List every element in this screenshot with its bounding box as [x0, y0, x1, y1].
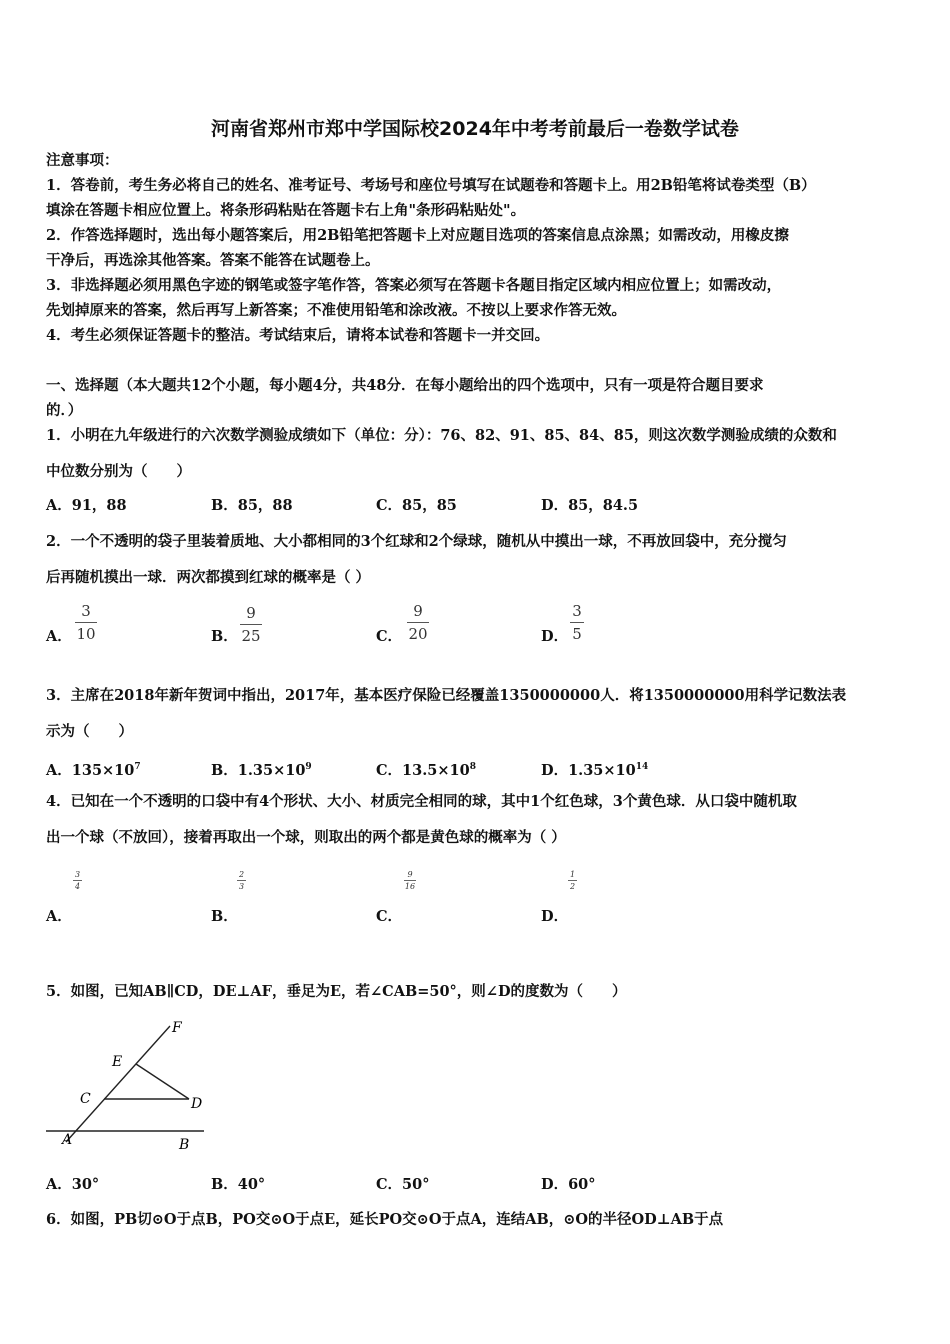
- q4-option-d-letter: D．: [541, 908, 569, 925]
- label-b: B: [179, 1137, 190, 1153]
- notice-line: 4．考生必须保证答题卡的整洁。考试结束后，请将本试卷和答题卡一并交回。: [46, 327, 550, 344]
- fraction-denominator: 25: [241, 627, 261, 645]
- option-base: 1.35×10: [568, 761, 636, 779]
- q4-option-a-fraction: [73, 870, 82, 891]
- option-base: 13.5×10: [402, 761, 470, 779]
- q1-stem: 1．小明在九年级进行的六次数学测验成绩如下（单位：分）：76、82、91、85、84、85，则这次数学测验成绩的众数和: [46, 427, 837, 444]
- fraction-bar: [75, 622, 97, 623]
- q5-option-d: D．60°: [541, 1176, 596, 1193]
- q6-stem: 6．如图，PB切⊙O于点B，PO交⊙O于点E，延长PO交⊙O于点A，连结AB，⊙O的半径OD⊥AB于点: [46, 1211, 724, 1228]
- label-e: E: [112, 1054, 123, 1070]
- notice-line: 先划掉原来的答案，然后再写上新答案；不准使用铅笔和涂改液。不按以上要求作答无效。: [46, 302, 626, 319]
- notice-line: 填涂在答题卡相应位置上。将条形码粘贴在答题卡右上角"条形码粘贴处"。: [46, 202, 526, 219]
- fraction-numerator: 9: [246, 604, 256, 622]
- notice-line: 2．作答选择题时，选出每小题答案后，用2B铅笔把答题卡上对应题目选项的答案信息点涂黑；如需改动，用橡皮擦: [46, 227, 789, 244]
- q5-stem: 5．如图，已知AB∥CD，DE⊥AF，垂足为E，若∠CAB=50°，则∠D的度数为（ ）: [46, 983, 627, 1000]
- option-base: 1.35×10: [237, 761, 306, 779]
- fraction-denominator: 2: [569, 882, 576, 891]
- q1-option-d: D．85，84.5: [541, 497, 639, 514]
- notice-line: 1．答卷前，考生务必将自己的姓名、准考证号、考场号和座位号填写在试题卷和答题卡上。用2B铅笔将试卷类型（B）: [46, 177, 816, 194]
- q3-option-b: [211, 757, 312, 781]
- q4-stem: 4．已知在一个不透明的口袋中有4个形状、大小、材质完全相同的球，其中1个红色球，3个黄色球．从口袋中随机取: [46, 793, 797, 810]
- fraction-bar: [237, 880, 246, 881]
- q4-option-a-letter: A．: [46, 908, 72, 925]
- fraction-bar: [73, 880, 82, 881]
- q2-option-b-letter: B．: [211, 628, 238, 645]
- option-letter: A．: [46, 761, 72, 779]
- fraction-denominator: 20: [408, 625, 428, 643]
- notice-line: 干净后，再选涂其他答案。答案不能答在试题卷上。: [46, 252, 380, 269]
- fraction-numerator: 2: [238, 870, 245, 879]
- option-exponent: 8: [469, 762, 476, 772]
- fraction-denominator: 3: [238, 882, 245, 891]
- fraction-denominator: 4: [74, 882, 81, 891]
- q1-option-b: B．85，88: [211, 497, 293, 514]
- q3-option-c: [376, 757, 476, 781]
- q5-option-a: A．30°: [46, 1176, 100, 1193]
- q1-stem: 中位数分别为（ ）: [46, 463, 191, 480]
- q3-stem: 示为（ ）: [46, 723, 133, 740]
- q2-stem: 后再随机摸出一球．两次都摸到红球的概率是（ ）: [46, 569, 371, 586]
- label-d: D: [191, 1096, 203, 1112]
- fraction-numerator: 3: [81, 602, 91, 620]
- option-letter: D．: [541, 761, 569, 779]
- q1-option-a: A．91，88: [46, 497, 127, 514]
- q2-option-b-fraction: [240, 604, 262, 645]
- option-exponent: 7: [134, 762, 141, 772]
- q5-option-c: C．50°: [376, 1176, 430, 1193]
- label-a: A: [62, 1132, 73, 1148]
- option-exponent: 14: [635, 762, 649, 772]
- fraction-denominator: 16: [404, 882, 416, 891]
- q2-option-a-fraction: [75, 602, 97, 643]
- q4-option-c-letter: C．: [376, 908, 403, 925]
- section-heading: 一、选择题（本大题共12个小题，每小题4分，共48分．在每小题给出的四个选项中，只有一项是符合题目要求: [46, 377, 764, 394]
- page-title: 河南省郑州市郑中学国际校2024年中考考前最后一卷数学试卷: [211, 118, 739, 140]
- q4-option-b-letter: B．: [211, 908, 238, 925]
- label-c: C: [80, 1091, 91, 1107]
- q5-option-b: B．40°: [211, 1176, 266, 1193]
- q4-stem: 出一个球（不放回），接着再取出一个球，则取出的两个都是黄色球的概率为（ ）: [46, 829, 566, 846]
- q2-option-d-fraction: [570, 602, 584, 643]
- fraction-denominator: 10: [76, 625, 96, 643]
- fraction-numerator: 1: [569, 870, 576, 879]
- q2-stem: 2．一个不透明的袋子里装着质地、大小都相同的3个红球和2个绿球，随机从中摸出一球，不再放回袋中，充分搅匀: [46, 533, 787, 550]
- fraction-bar: [404, 880, 416, 881]
- fraction-numerator: 9: [413, 602, 423, 620]
- q3-option-d: [541, 757, 648, 781]
- q1-option-c: C．85，85: [376, 497, 457, 514]
- fraction-bar: [570, 622, 584, 623]
- line-af: [66, 1026, 170, 1142]
- notice-heading: 注意事项：: [46, 152, 119, 169]
- option-letter: C．: [376, 761, 403, 779]
- label-f: F: [172, 1020, 182, 1036]
- option-exponent: 9: [305, 762, 312, 772]
- fraction-numerator: 3: [572, 602, 582, 620]
- option-letter: B．: [211, 761, 238, 779]
- fraction-denominator: 5: [572, 625, 582, 643]
- fraction-numerator: 3: [74, 870, 81, 879]
- q5-geometry-figure: [44, 1018, 210, 1154]
- line-de: [136, 1064, 189, 1099]
- q3-option-a: [46, 757, 141, 781]
- option-base: 135×10: [71, 761, 135, 779]
- q2-option-d-letter: D．: [541, 628, 569, 645]
- q4-option-d-fraction: [568, 870, 577, 891]
- fraction-bar: [407, 622, 429, 623]
- q4-option-b-fraction: [237, 870, 246, 891]
- q3-stem: 3．主席在2018年新年贺词中指出，2017年，基本医疗保险已经覆盖1350000000人．将1350000000用科学记数法表: [46, 687, 847, 704]
- q2-option-a-letter: A．: [46, 628, 72, 645]
- q2-option-c-letter: C．: [376, 628, 403, 645]
- fraction-numerator: 9: [407, 870, 413, 879]
- section-heading: 的．）: [46, 402, 83, 419]
- fraction-bar: [568, 880, 577, 881]
- q4-option-c-fraction: [404, 870, 416, 891]
- fraction-bar: [240, 624, 262, 625]
- notice-line: 3．非选择题必须用黑色字迹的钢笔或签字笔作答，答案必须写在答题卡各题目指定区域内相应位置上；如需改动，: [46, 277, 782, 294]
- q2-option-c-fraction: [407, 602, 429, 643]
